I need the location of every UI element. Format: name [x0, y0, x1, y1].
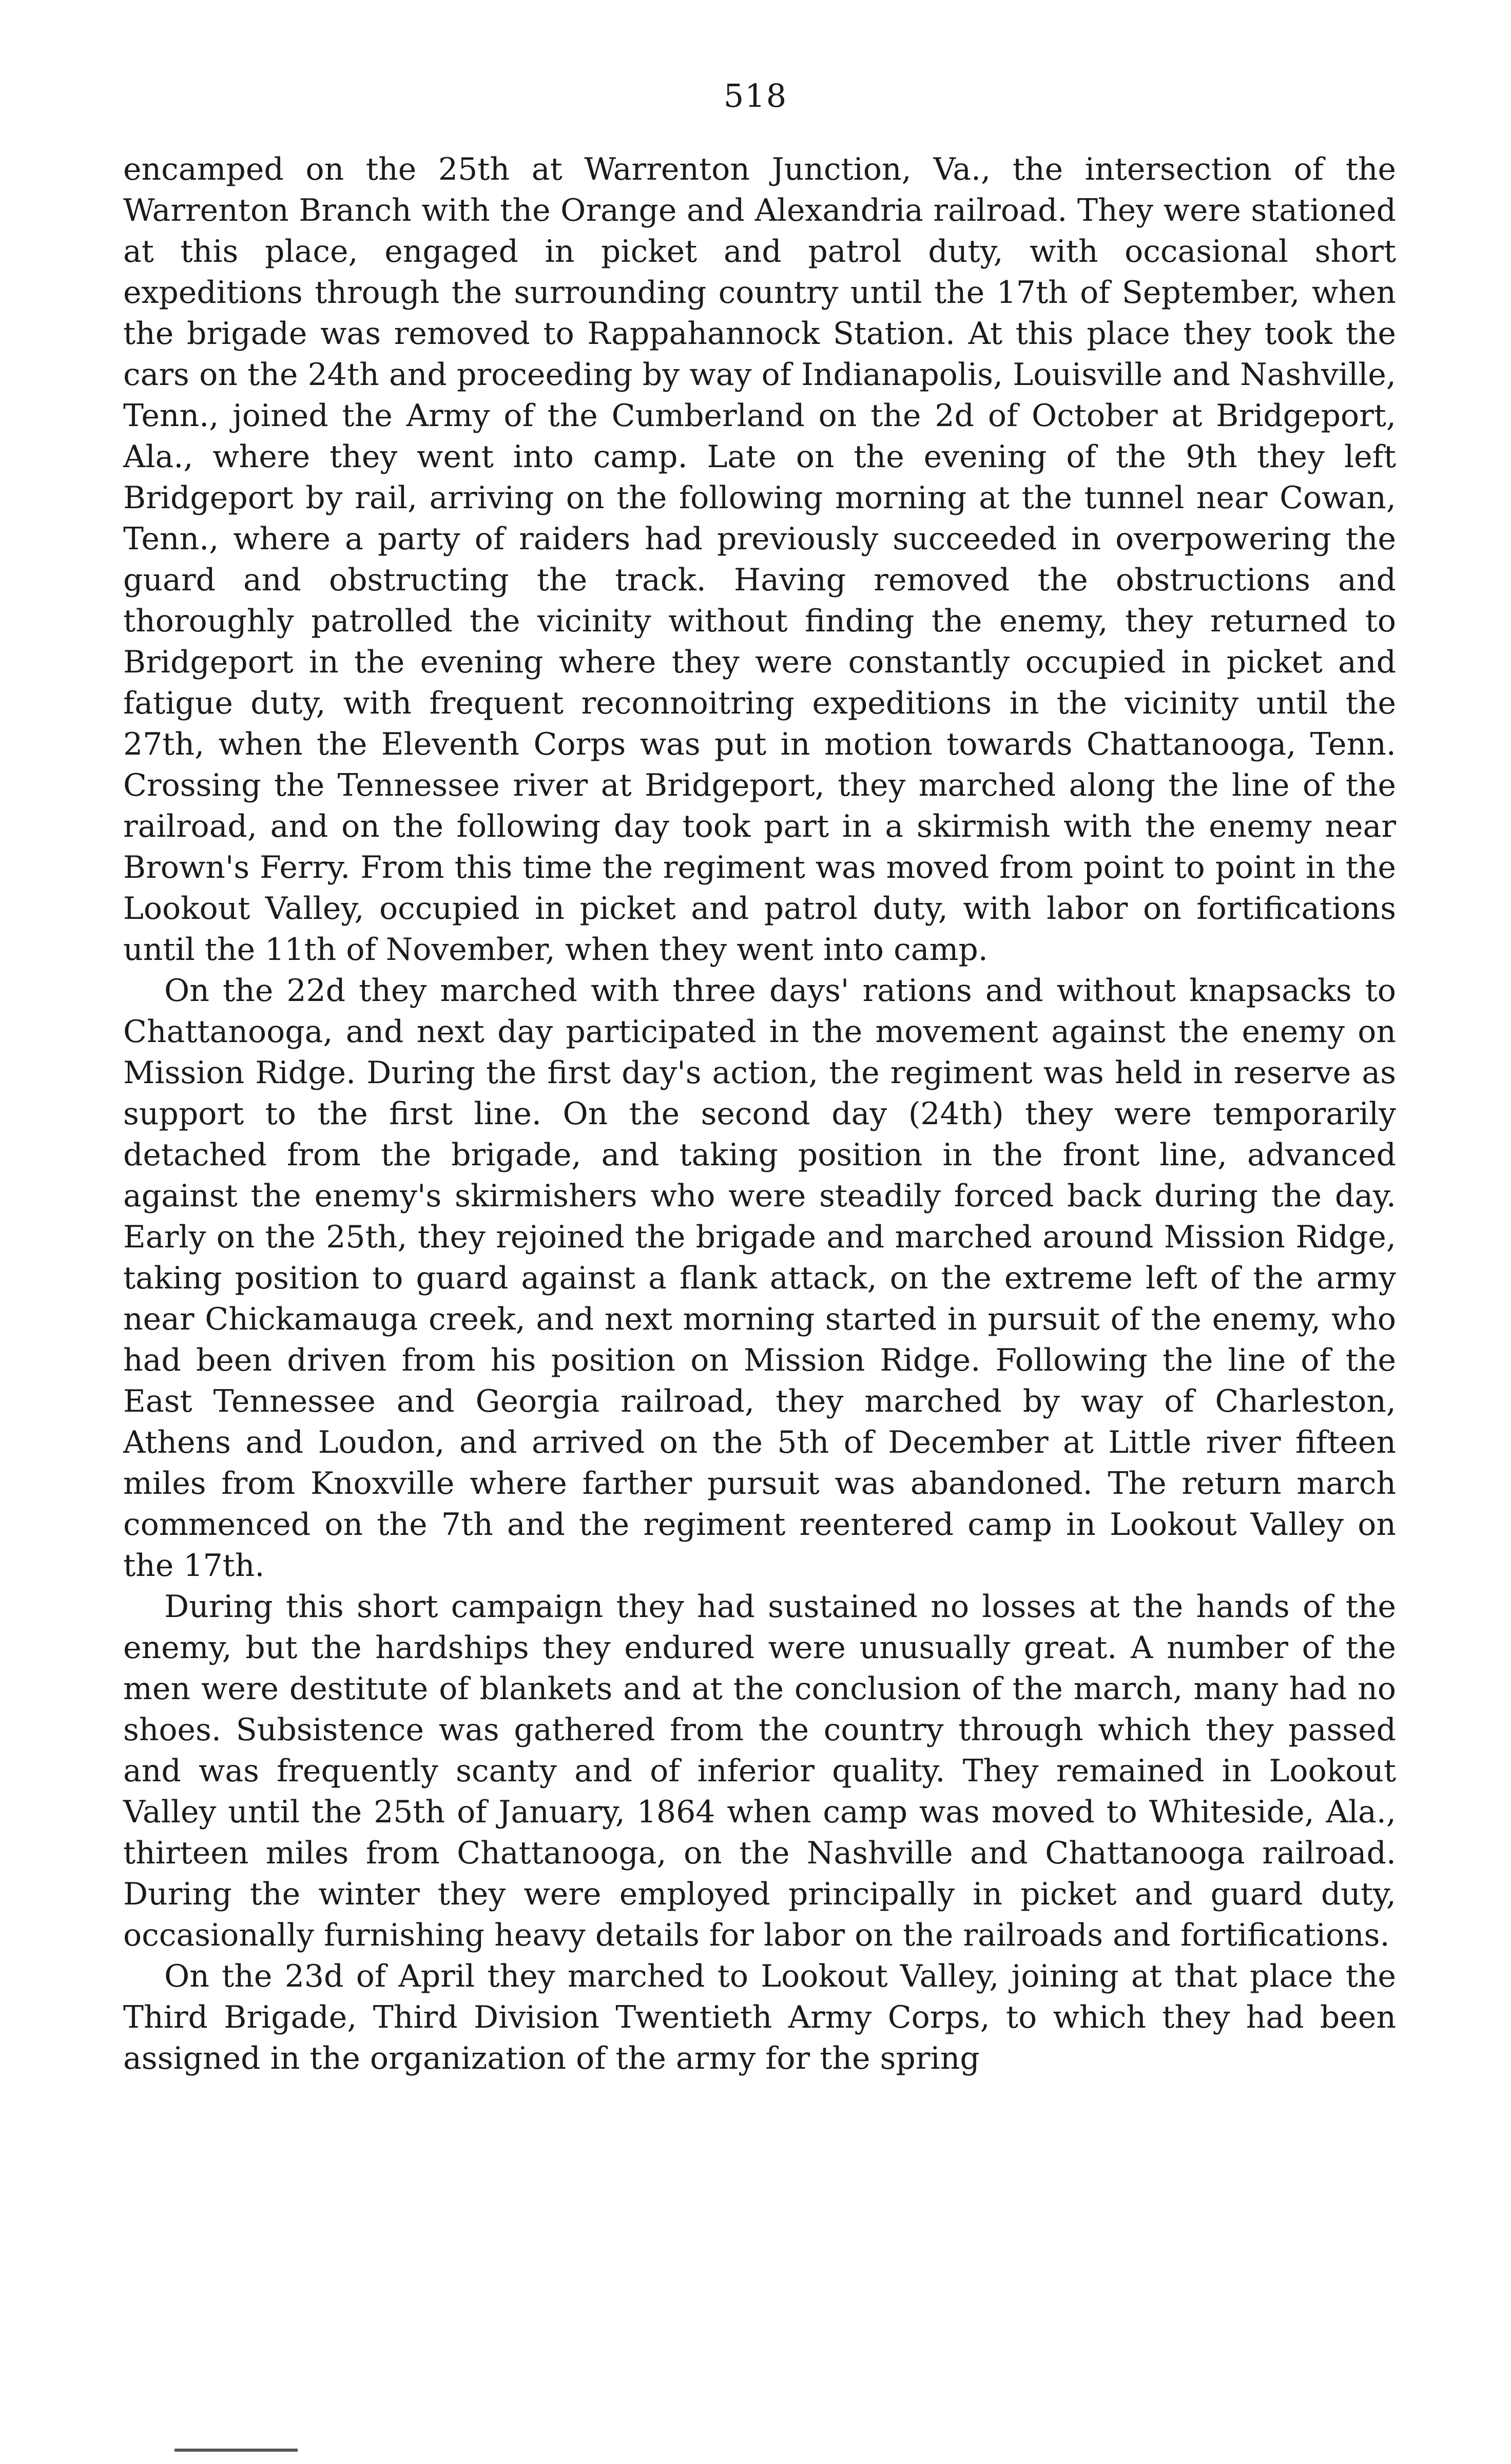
- paragraph: During this short campaign they had sustained no losses at the hands of the enemy, but the hardships they endured were unusually great. A number of the men were destitute of blankets and at the conclusion of the march, many had no shoes. Subsistence was gathered from the country through which they passed and was frequently scanty and of inferior quality. They remained in Lookout Valley until the 25th of January, 1864 when camp was moved to Whiteside, Ala., thirteen miles from Chattanooga, on the Nashville and Chattanooga railroad. During the winter they were employed principally in picket and guard duty, occasionally furnishing heavy details for labor on the railroads and fortifications.: [123, 1589, 1396, 1953]
- page-number: 518: [723, 77, 788, 114]
- paragraph: On the 23d of April they marched to Lookout Valley, joining at that place the Third Brigade, Third Division Twentieth Army Corps, to which they had been assigned in the organization of the army for the spring: [123, 1958, 1396, 2076]
- body-text: [123, 149, 1396, 2079]
- bottom-rule: [175, 2449, 298, 2452]
- paragraph: On the 22d they marched with three days' rations and without knapsacks to Chattanooga, and next day participated in the movement against the enemy on Mission Ridge. During the first day's action, the regiment was held in reserve as support to the first line. On the second day (24th) they were temporarily detached from the brigade, and taking position in the front line, advanced against the enemy's skirmishers who were steadily forced back during the day. Early on the 25th, they rejoined the brigade and marched around Mission Ridge, taking position to guard against a flank attack, on the extreme left of the army near Chickamauga creek, and next morning started in pursuit of the enemy, who had been driven from his position on Mission Ridge. Following the line of the East Tennessee and Georgia railroad, they marched by way of Charleston, Athens and Loudon, and arrived on the 5th of December at Little river fifteen miles from Knoxville where farther pursuit was abandoned. The return march commenced on the 7th and the regiment reentered camp in Lookout Valley on the 17th.: [123, 973, 1396, 1584]
- paragraph: encamped on the 25th at Warrenton Junction, Va., the intersection of the Warrenton Branch with the Orange and Alexandria railroad. They were stationed at this place, engaged in picket and patrol duty, with occasional short expeditions through the surrounding country until the 17th of September, when the brigade was removed to Rappahannock Station. At this place they took the cars on the 24th and proceeding by way of Indianapolis, Louisville and Nashville, Tenn., joined the Army of the Cumberland on the 2d of October at Bridgeport, Ala., where they went into camp. Late on the evening of the 9th they left Bridgeport by rail, arriving on the following morning at the tunnel near Cowan, Tenn., where a party of raiders had previously succeeded in overpowering the guard and obstructing the track. Having removed the obstructions and thoroughly patrolled the vicinity without finding the enemy, they returned to Bridgeport in the evening where they were constantly occupied in picket and fatigue duty, with frequent reconnoitring expeditions in the vicinity until the 27th, when the Eleventh Corps was put in motion towards Chattanooga, Tenn. Crossing the Tennessee river at Bridgeport, they marched along the line of the railroad, and on the following day took part in a skirmish with the enemy near Brown's Ferry. From this time the regiment was moved from point to point in the Lookout Valley, occupied in picket and patrol duty, with labor on fortifications until the 11th of November, when they went into camp.: [123, 151, 1396, 968]
